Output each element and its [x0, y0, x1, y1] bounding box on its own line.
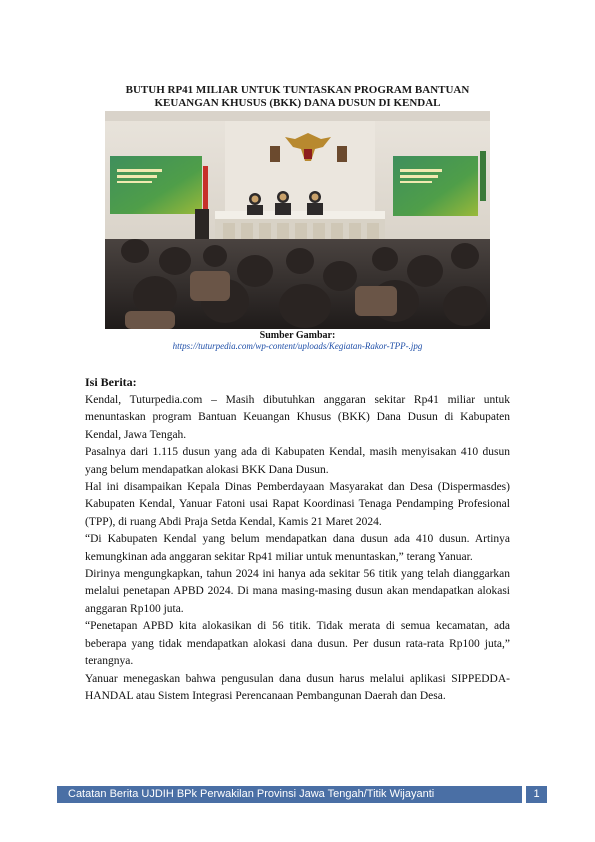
news-paragraph-5: Dirinya mengungkapkan, tahun 2024 ini hanya ada sekitar 56 titik yang telah dianggarkan melalui penetapan APBD 2024. Di mana masing-masing dusun akan mendapatkan alokasi anggaran Rp100 juta.	[85, 568, 510, 615]
news-paragraph-3: Hal ini disampaikan Kepala Dinas Pemberdayaan Masyarakat dan Desa (Dispermasdes) Kabupaten Kendal, Yanuar Fatoni usai Rapat Koordinasi Tenaga Pendamping Profesional (TPP), di ruang Abdi Praja Setda Kendal, Kamis 21 Maret 2024.	[85, 481, 510, 528]
section-heading: Isi Berita:	[85, 375, 137, 389]
image-caption-label: Sumber Gambar:	[259, 330, 336, 341]
news-paragraph-1: Kendal, Tuturpedia.com – Masih dibutuhkan anggaran sekitar Rp41 miliar untuk menuntaskan program Bantuan Keuangan Khusus (BKK) Dana Dusun di Kabupaten Kendal, Jawa Tengah.	[85, 394, 510, 441]
meeting-room-photo	[105, 111, 490, 329]
right-projector-screen	[393, 156, 478, 216]
news-paragraph-4: “Di Kabupaten Kendal yang belum mendapatkan dana dusun ada 410 dusun. Artinya kemungkinan ada anggaran sekitar Rp41 miliar untuk menuntaskan,” terang Yanuar.	[85, 533, 510, 563]
left-projector-screen	[110, 156, 202, 214]
image-source-link[interactable]: https://tuturpedia.com/wp-content/uploads/Kegiatan-Rakor-TPP-.jpg	[172, 341, 423, 351]
page-footer	[57, 786, 547, 803]
news-title-line-1: BUTUH RP41 MILIAR UNTUK TUNTASKAN PROGRAM BANTUAN	[125, 84, 470, 96]
page-number: 1	[533, 788, 540, 800]
footer-text: Catatan Berita UJDIH BPk Perwakilan Provinsi Jawa Tengah/Titik Wijayanti	[68, 788, 435, 800]
news-title	[85, 84, 510, 110]
news-paragraph-7: Yanuar menegaskan bahwa pengusulan dana dusun harus melalui aplikasi SIPPEDDA-HANDAL atau Sistem Integrasi Perencanaan Pembangunan Daerah dan Desa.	[85, 672, 510, 702]
news-paragraph-6: “Penetapan APBD kita alokasikan di 56 titik. Tidak merata di semua kecamatan, ada beberapa yang tidak mendapatkan alokasi dana dusun. Per dusun rata-rata Rp100 juta,” terangnya.	[85, 620, 510, 668]
news-paragraph-2: Pasalnya dari 1.115 dusun yang ada di Kabupaten Kendal, masih menyisakan 410 dusun yang belum mendapatkan alokasi BKK Dana Dusun.	[85, 446, 510, 476]
news-title-line-2: KEUANGAN KHUSUS (BKK) DANA DUSUN DI KENDAL	[154, 97, 441, 109]
news-body	[85, 392, 510, 705]
news-photo	[105, 111, 490, 329]
